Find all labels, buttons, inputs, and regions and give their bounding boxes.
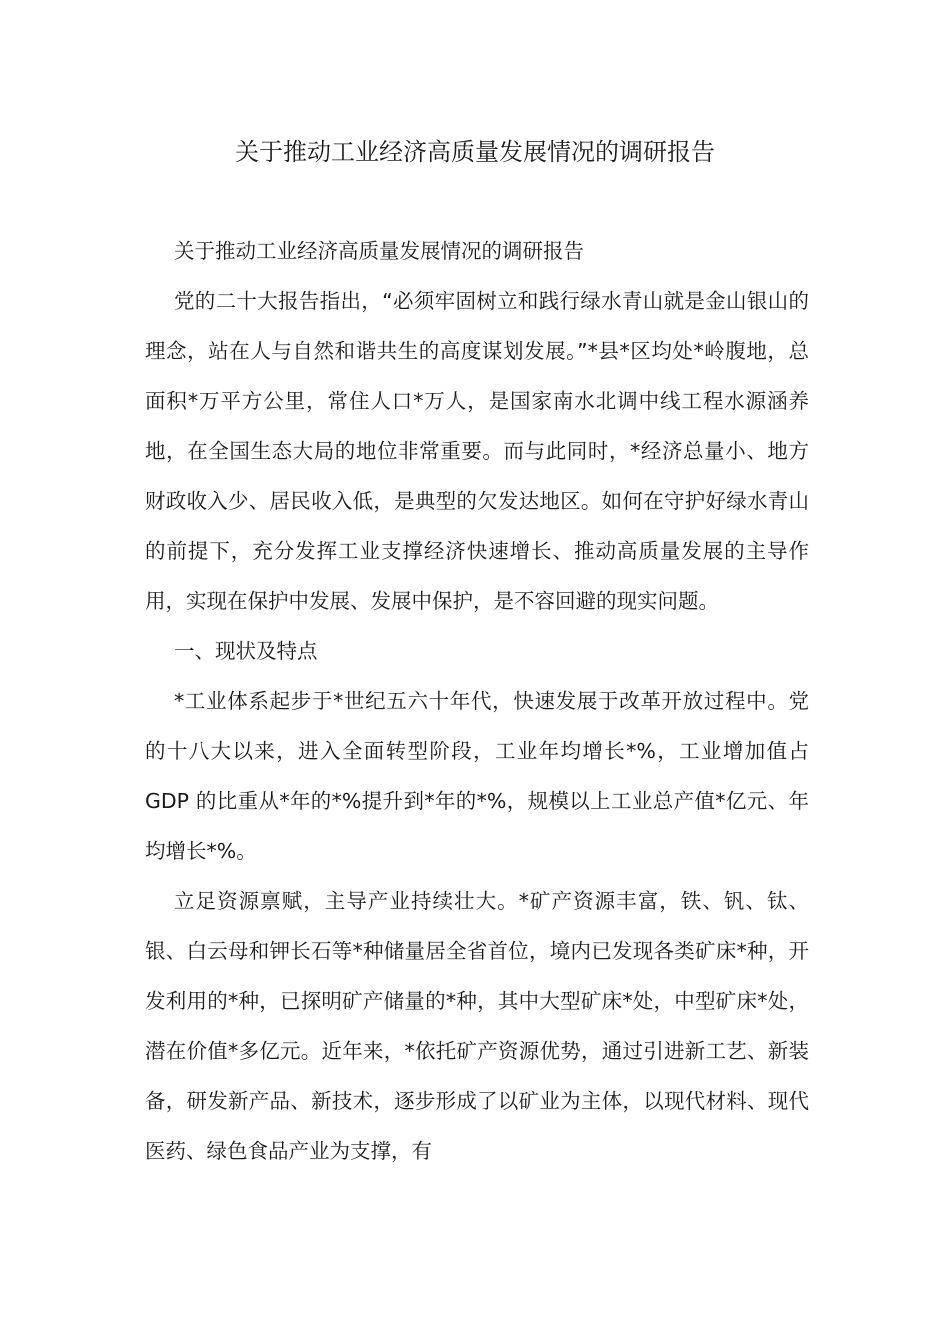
document-body [145, 226, 809, 1176]
paragraph-repeated-title: 关于推动工业经济高质量发展情况的调研报告 [174, 239, 584, 263]
section-heading-status: 一、现状及特点 [174, 639, 318, 663]
paragraph-resources: 立足资源禀赋，主导产业持续壮大。*矿产资源丰富，铁、钒、钛、银、白云母和钾长石等*种储量居全省首位，境内已发现各类矿床*种，开发利用的*种，已探明矿产储量的*种，其中大型矿床*处，中型矿床*处，潜在价值*多亿元。近年来，*依托矿产资源优势，通过引进新工艺、新装备，研发新产品、新技术，逐步形成了以矿业为主体，以现代材料、现代医药、绿色食品产业为支撑，有 [145, 889, 809, 1163]
paragraph-industrial-history: *工业体系起步于*世纪五六十年代，快速发展于改革开放过程中。党的十八大以来，进入全面转型阶段，工业年均增长*%，工业增加值占 GDP 的比重从*年的*%提升到*年的*%，规模以上工业总产值*亿元、年均增长*%。 [145, 689, 809, 863]
document-title: 关于推动工业经济高质量发展情况的调研报告 [235, 138, 715, 166]
paragraph-introduction: 党的二十大报告指出，“必须牢固树立和践行绿水青山就是金山银山的理念，站在人与自然和谐共生的高度谋划发展。”*县*区均处*岭腹地，总面积*万平方公里，常住人口*万人，是国家南水北调中线工程水源涵养地，在全国生态大局的地位非常重要。而与此同时，*经济总量小、地方财政收入少、居民收入低，是典型的欠发达地区。如何在守护好绿水青山的前提下，充分发挥工业支撑经济快速增长、推动高质量发展的主导作用，实现在保护中发展、发展中保护，是不容回避的现实问题。 [145, 289, 809, 613]
